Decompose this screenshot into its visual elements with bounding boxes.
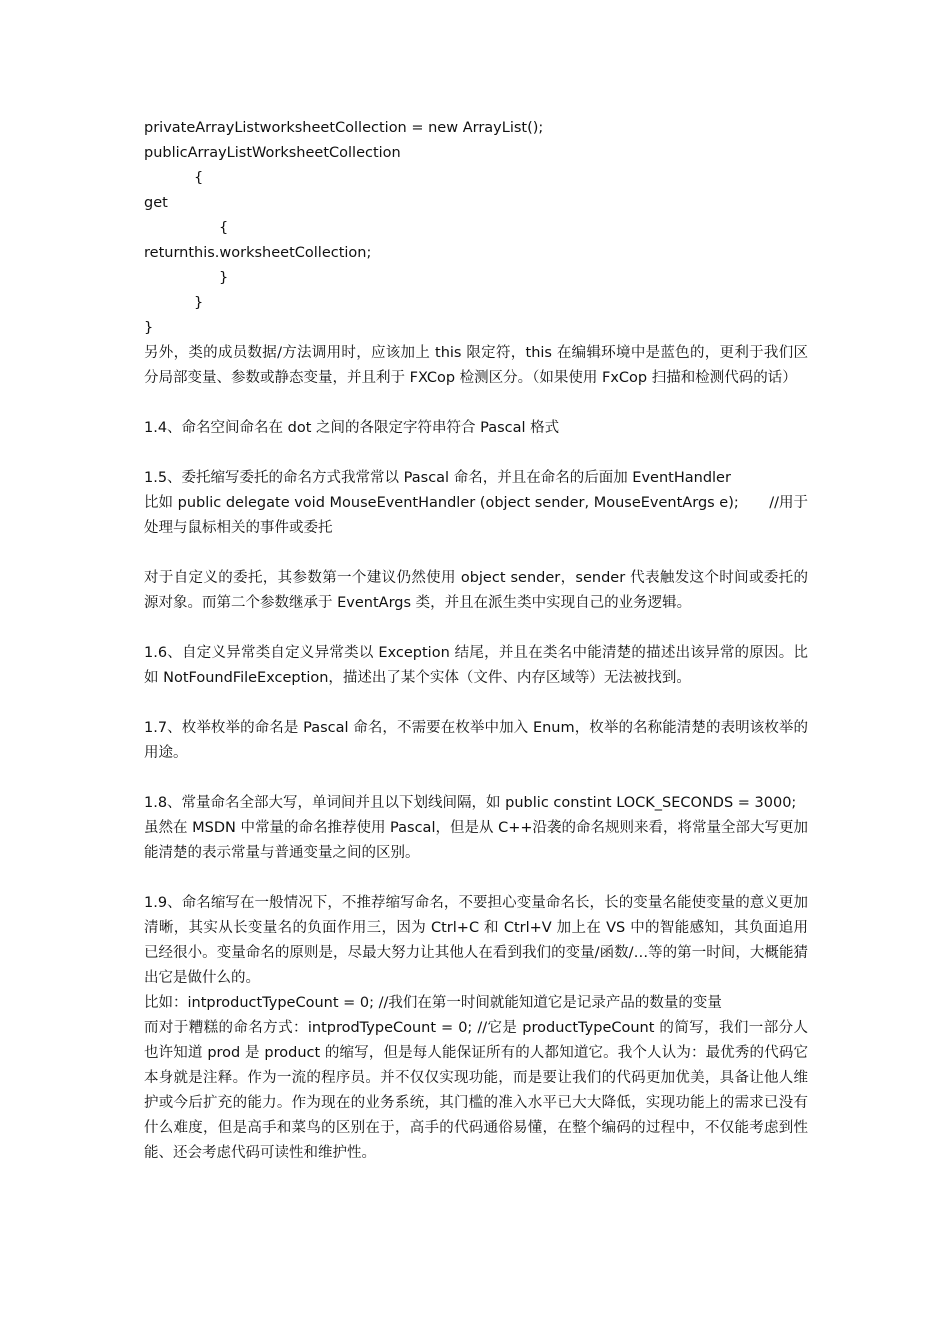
code-line-get: get xyxy=(144,195,168,211)
code-line-field-declaration: privateArrayListworksheetCollection = new ArrayList(); xyxy=(144,120,544,136)
paragraph-this-qualifier: 另外，类的成员数据/方法调用时，应该加上 this 限定符，this 在编辑环境中是蓝色的，更利于我们区分局部变量、参数或静态变量，并且利于 FXCop 检测区分。（如果使用 FxCop 扫描和检测代码的话） xyxy=(144,345,808,386)
code-line-get-close-brace: } xyxy=(219,270,229,286)
section-1-7-enum-naming: 1.7、枚举枚举的命名是 Pascal 命名，不需要在枚举中加入 Enum，枚举的名称能清楚的表明该枚举的用途。 xyxy=(144,720,808,761)
section-1-4-namespace-naming: 1.4、命名空间命名在 dot 之间的各限定字符串符合 Pascal 格式 xyxy=(144,420,560,436)
section-1-8-line1: 1.8、常量命名全部大写，单词间并且以下划线间隔，如 public constint LOCK_SECONDS = 3000; xyxy=(144,795,797,811)
code-line-get-open-brace: { xyxy=(219,220,229,236)
section-1-8-rest: 虽然在 MSDN 中常量的命名推荐使用 Pascal，但是从 C++沿袭的命名规则来看，将常量全部大写更加能清楚的表示常量与普通变量之间的区别。 xyxy=(144,820,809,861)
document-page xyxy=(144,116,808,1166)
section-1-9-abbreviation: 1.9、命名缩写在一般情况下，不推荐缩写命名，不要担心变量命名长，长的变量名能使变量的意义更加清晰，其实从长变量名的负面作用三，因为 Ctrl+C 和 Ctrl+V 加上在 VS 中的智能感知，其负面追用已经很小。变量命名的原则是，尽最大努力让其他人在看到我们的变量/函数/…等的第一时间，大概能猜出它是做什么的。 xyxy=(144,895,808,986)
section-1-5-example-code: 比如 public delegate void MouseEventHandler (object sender, MouseEventArgs e); xyxy=(144,495,739,511)
code-line-property-declaration: publicArrayListWorksheetCollection xyxy=(144,145,401,161)
code-line-property-close-brace: } xyxy=(194,295,204,311)
section-1-5-note: 对于自定义的委托，其参数第一个建议仍然使用 object sender，sender 代表触发这个时间或委托的源对象。而第二个参数继承于 EventArgs 类，并且在派生类中实现自己的业务逻辑。 xyxy=(144,570,808,611)
code-line-return: returnthis.worksheetCollection; xyxy=(144,245,372,261)
section-1-5-example-rest: 处理与鼠标相关的事件或委托 xyxy=(144,520,333,536)
section-1-5-title: 1.5、委托缩写委托的命名方式我常常以 Pascal 命名，并且在命名的后面加 EventHandler xyxy=(144,470,731,486)
section-1-5-example-comment: //用于 xyxy=(769,495,808,511)
section-1-9-good-example: 比如：intproductTypeCount = 0; //我们在第一时间就能知道它是记录产品的数量的变量 xyxy=(144,995,722,1011)
section-1-5-example xyxy=(144,491,808,516)
section-1-9-bad-example: 而对于糟糕的命名方式：intprodTypeCount = 0; //它是 productTypeCount 的简写，我们一部分人也许知道 prod 是 product 的缩写，但是每人能保证所有的人都知道它。我个人认为：最优秀的代码它本身就是注释。作为一流的程序员。并不仅仅实现功能，而是要让我们的代码更加优美，具备让他人维护或今后扩充的能力。作为现在的业务系统，其门槛的准入水平已大大降低，实现功能上的需求已没有什么难度，但是高手和菜鸟的区别在于，高手的代码通俗易懂，在整个编码的过程中，不仅能考虑到性能、还会考虑代码可读性和维护性。 xyxy=(144,1020,808,1161)
code-line-class-close-brace: } xyxy=(144,320,154,336)
code-line-open-brace: { xyxy=(194,170,204,186)
section-1-6-exception-naming: 1.6、自定义异常类自定义异常类以 Exception 结尾，并且在类名中能清楚的描述出该异常的原因。比如 NotFoundFileException，描述出了某个实体（文件、内存区域等）无法被找到。 xyxy=(144,645,808,686)
